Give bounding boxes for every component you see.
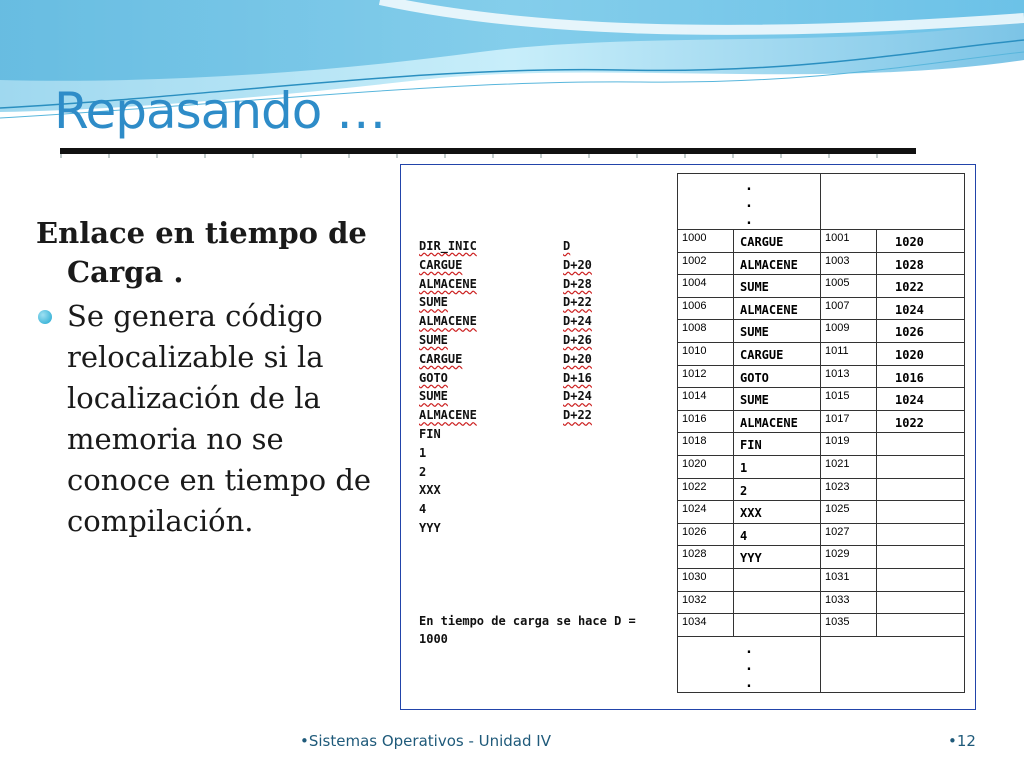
memory-row <box>678 320 965 343</box>
memory-address: 1008 <box>678 320 734 343</box>
program-op: DIR_INIC <box>419 239 477 253</box>
memory-address: 1012 <box>678 365 734 388</box>
memory-address: 1032 <box>678 591 734 614</box>
program-row <box>419 463 592 482</box>
memory-address: 1009 <box>821 320 877 343</box>
memory-address: 1030 <box>678 568 734 591</box>
memory-address: 1034 <box>678 614 734 637</box>
program-op: GOTO <box>419 370 448 385</box>
memory-row <box>678 230 965 253</box>
memory-row <box>678 546 965 569</box>
program-address: D+26 <box>563 332 592 347</box>
program-row <box>419 331 592 350</box>
footer-text: •Sistemas Operativos - Unidad IV <box>300 732 551 750</box>
title-underline-shadow <box>60 154 916 158</box>
memory-address: 1031 <box>821 568 877 591</box>
program-address: D+20 <box>563 351 592 366</box>
bullet-text: Se genera código relocalizable si la localización de la memoria no se conoce en tiempo de compilación. <box>67 299 372 538</box>
load-note-line-1: En tiempo de carga se hace D = <box>419 614 636 628</box>
memory-value: CARGUE <box>734 230 821 253</box>
memory-address: 1006 <box>678 297 734 320</box>
memory-row <box>678 433 965 456</box>
program-address: D+22 <box>563 295 592 310</box>
program-address: D <box>563 239 571 253</box>
memory-address: 1026 <box>678 523 734 546</box>
memory-row <box>678 568 965 591</box>
program-row <box>419 312 592 331</box>
program-row <box>419 275 592 294</box>
program-address: D+24 <box>563 389 592 404</box>
subheading-line-2: Carga . <box>67 255 184 289</box>
memory-value <box>877 568 965 591</box>
memory-value: 2 <box>734 478 821 501</box>
memory-address: 1020 <box>678 455 734 478</box>
memory-value: SUME <box>734 275 821 298</box>
memory-value: 1024 <box>877 388 965 411</box>
memory-address: 1004 <box>678 275 734 298</box>
memory-address: 1033 <box>821 591 877 614</box>
memory-address: 1025 <box>821 501 877 524</box>
memory-value <box>877 433 965 456</box>
memory-value: SUME <box>734 388 821 411</box>
load-time-note <box>419 612 636 648</box>
memory-address: 1024 <box>678 501 734 524</box>
memory-value <box>734 591 821 614</box>
memory-ellipsis-row <box>678 174 965 230</box>
program-row <box>419 256 592 275</box>
program-row <box>419 406 592 425</box>
memory-value <box>877 455 965 478</box>
memory-address: 1002 <box>678 252 734 275</box>
memory-row <box>678 342 965 365</box>
memory-address: 1001 <box>821 230 877 253</box>
memory-row <box>678 297 965 320</box>
memory-value: 1016 <box>877 365 965 388</box>
memory-value: YYY <box>734 546 821 569</box>
memory-address: 1010 <box>678 342 734 365</box>
memory-value: 1024 <box>877 297 965 320</box>
memory-value <box>877 614 965 637</box>
memory-value: SUME <box>734 320 821 343</box>
memory-address: 1015 <box>821 388 877 411</box>
memory-value <box>877 501 965 524</box>
program-row <box>419 237 592 256</box>
memory-row <box>678 501 965 524</box>
memory-value: ALMACENE <box>734 252 821 275</box>
subheading <box>36 214 376 292</box>
memory-row <box>678 455 965 478</box>
program-op: XXX <box>419 483 441 498</box>
program-op: YYY <box>419 520 441 535</box>
memory-value <box>877 546 965 569</box>
memory-ellipsis-blank <box>821 174 965 230</box>
bullet-item <box>36 296 376 542</box>
memory-row <box>678 478 965 501</box>
memory-value: ALMACENE <box>734 297 821 320</box>
program-address: D+22 <box>563 408 592 423</box>
memory-value: 1 <box>734 455 821 478</box>
program-row <box>419 387 592 406</box>
program-op: SUME <box>419 389 448 404</box>
memory-value: 4 <box>734 523 821 546</box>
memory-row <box>678 410 965 433</box>
memory-address: 1035 <box>821 614 877 637</box>
program-op: CARGUE <box>419 257 463 272</box>
memory-value <box>877 523 965 546</box>
program-row <box>419 369 592 388</box>
memory-address: 1000 <box>678 230 734 253</box>
memory-address: 1017 <box>821 410 877 433</box>
memory-ellipsis-blank <box>821 636 965 692</box>
program-row <box>419 425 592 444</box>
program-op: 4 <box>419 502 427 517</box>
memory-address: 1003 <box>821 252 877 275</box>
memory-value: 1020 <box>877 342 965 365</box>
memory-ellipsis-row <box>678 636 965 692</box>
memory-address: 1028 <box>678 546 734 569</box>
program-address: D+28 <box>563 276 592 291</box>
program-op: SUME <box>419 295 448 310</box>
program-row <box>419 481 592 500</box>
slide-number: •12 <box>948 732 976 750</box>
program-row <box>419 500 592 519</box>
memory-ellipsis: . . . <box>678 636 821 692</box>
memory-value: CARGUE <box>734 342 821 365</box>
program-op: 1 <box>419 445 427 460</box>
memory-value: XXX <box>734 501 821 524</box>
memory-address: 1023 <box>821 478 877 501</box>
program-op: FIN <box>419 426 441 441</box>
memory-row <box>678 614 965 637</box>
memory-row <box>678 388 965 411</box>
memory-table <box>677 173 965 693</box>
memory-value: 1022 <box>877 275 965 298</box>
memory-value: GOTO <box>734 365 821 388</box>
memory-value <box>877 478 965 501</box>
memory-ellipsis: . . . <box>678 174 821 230</box>
program-row <box>419 293 592 312</box>
memory-value: ALMACENE <box>734 410 821 433</box>
program-op: CARGUE <box>419 351 463 366</box>
memory-row <box>678 591 965 614</box>
slide-title: Repasando … <box>54 82 386 140</box>
memory-address: 1021 <box>821 455 877 478</box>
program-op: ALMACENE <box>419 408 477 423</box>
program-op: 2 <box>419 464 427 479</box>
memory-address: 1016 <box>678 410 734 433</box>
memory-value: 1022 <box>877 410 965 433</box>
memory-value: FIN <box>734 433 821 456</box>
program-op: ALMACENE <box>419 276 477 291</box>
memory-value <box>877 591 965 614</box>
program-row <box>419 444 592 463</box>
memory-address: 1022 <box>678 478 734 501</box>
program-listing <box>419 237 592 538</box>
memory-value <box>734 568 821 591</box>
program-op: ALMACENE <box>419 314 477 329</box>
memory-address: 1014 <box>678 388 734 411</box>
program-address: D+24 <box>563 314 592 329</box>
left-text-panel <box>36 214 376 542</box>
memory-address: 1011 <box>821 342 877 365</box>
program-address: D+16 <box>563 370 592 385</box>
memory-row <box>678 523 965 546</box>
memory-address: 1018 <box>678 433 734 456</box>
memory-address: 1029 <box>821 546 877 569</box>
subheading-line-1: Enlace en tiempo de <box>36 216 367 250</box>
program-address: D+20 <box>563 257 592 272</box>
relocation-figure <box>400 164 976 710</box>
memory-value <box>734 614 821 637</box>
memory-address: 1019 <box>821 433 877 456</box>
memory-address: 1027 <box>821 523 877 546</box>
memory-row <box>678 275 965 298</box>
memory-address: 1013 <box>821 365 877 388</box>
load-note-line-2: 1000 <box>419 632 448 646</box>
memory-row <box>678 252 965 275</box>
bullet-icon <box>38 310 52 324</box>
memory-address: 1007 <box>821 297 877 320</box>
program-row <box>419 350 592 369</box>
memory-row <box>678 365 965 388</box>
memory-value: 1026 <box>877 320 965 343</box>
memory-value: 1020 <box>877 230 965 253</box>
memory-address: 1005 <box>821 275 877 298</box>
program-row <box>419 519 592 538</box>
memory-value: 1028 <box>877 252 965 275</box>
program-op: SUME <box>419 332 448 347</box>
